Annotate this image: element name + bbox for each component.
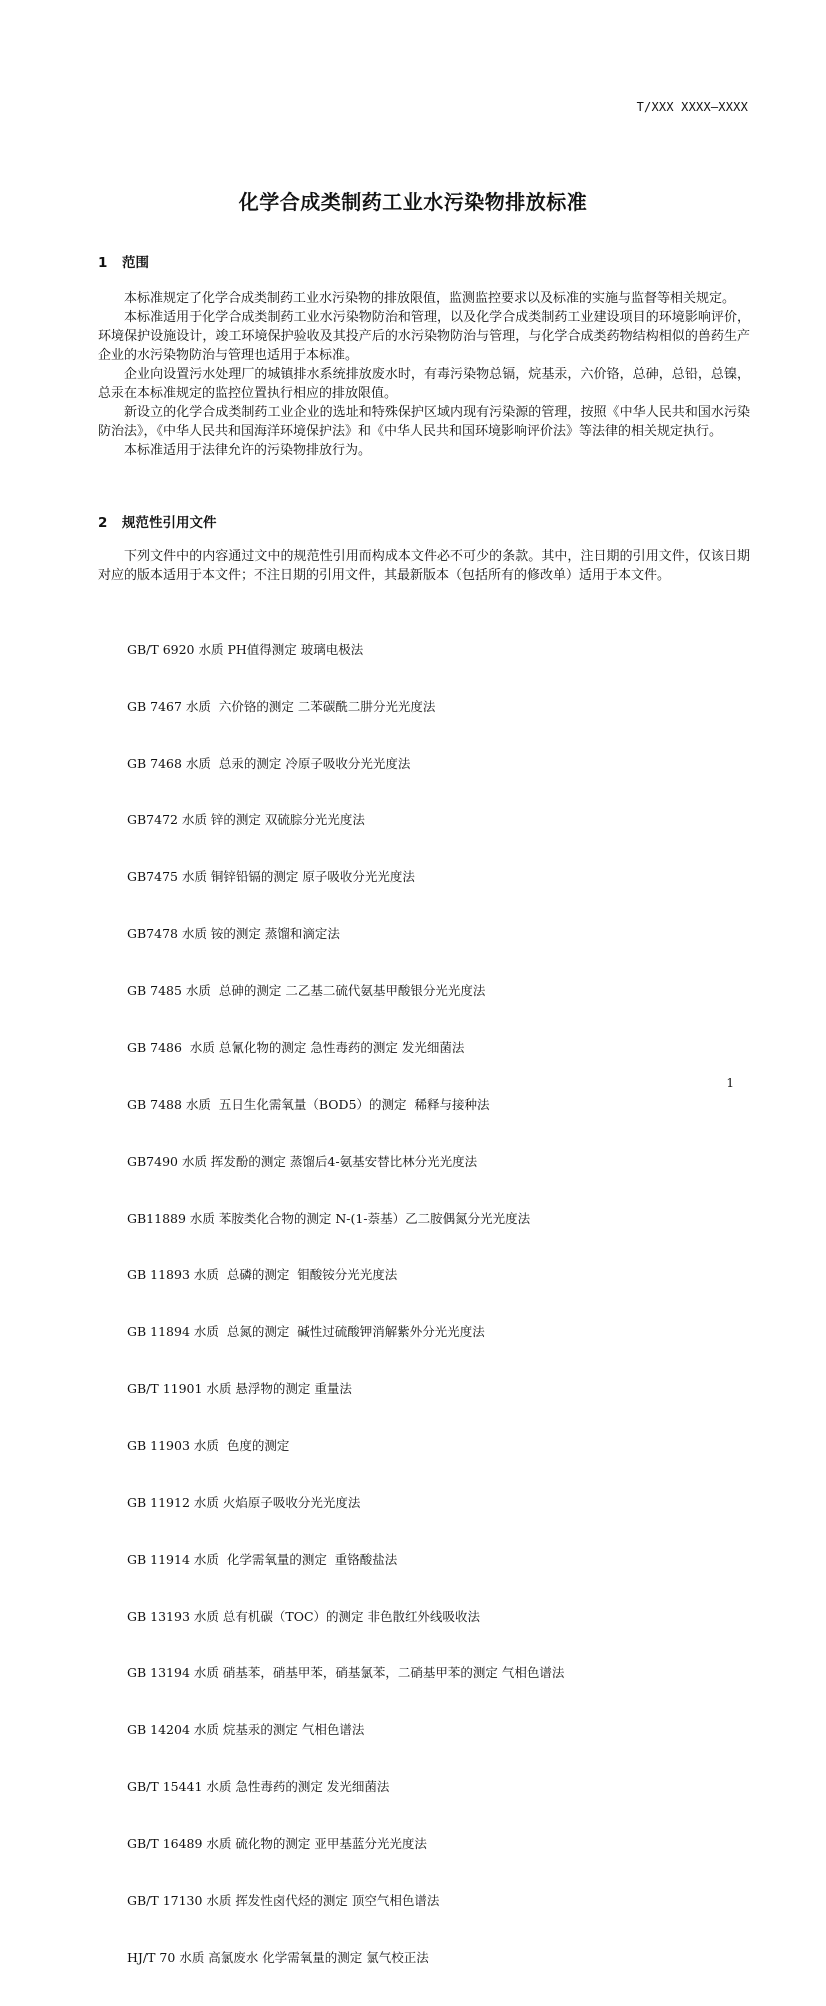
reference-item: GB 7488 水质 五日生化需氧量（BOD5）的测定 稀释与接种法 xyxy=(127,1096,490,1112)
paragraph: 下列文件中的内容通过文中的规范性引用而构成本文件必不可少的条款。其中，注日期的引用文件，仅该日期对应的版本适用于本文件；不注日期的引用文件，其最新版本（包括所有的修改单）适用于本文件。 xyxy=(98,549,750,583)
reference-item: GB11889 水质 苯胺类化合物的测定 N-(1-萘基）乙二胺偶氮分光光度法 xyxy=(127,1210,531,1226)
reference-item: GB7478 水质 铵的测定 蒸馏和滴定法 xyxy=(127,926,340,942)
section-heading-normative-references xyxy=(98,511,217,531)
reference-item: GB/T 17130 水质 挥发性卤代烃的测定 顶空气相色谱法 xyxy=(127,1892,440,1908)
paragraph: 新设立的化学合成类制药工业企业的选址和特殊保护区域内现有污染源的管理，按照《中华人民共和国水污染防治法》，《中华人民共和国海洋环境保护法》和《中华人民共和国环境影响评价法》等法律的相关规定执行。 xyxy=(98,405,750,439)
paragraph: 本标准规定了化学合成类制药工业水污染物的排放限值，监测监控要求以及标准的实施与监督等相关规定。 xyxy=(124,291,736,306)
reference-item: GB/T 16489 水质 硫化物的测定 亚甲基蓝分光光度法 xyxy=(127,1835,427,1851)
reference-item: GB7475 水质 铜锌铅镉的测定 原子吸收分光光度法 xyxy=(127,869,415,885)
section-heading-scope xyxy=(98,251,149,271)
section-number: 2 xyxy=(98,515,108,531)
paragraph: 本标准适用于法律允许的污染物排放行为。 xyxy=(124,443,372,458)
reference-item: GB/T 15441 水质 急性毒药的测定 发光细菌法 xyxy=(127,1779,390,1795)
reference-item: GB/T 11901 水质 悬浮物的测定 重量法 xyxy=(127,1381,352,1397)
reference-list xyxy=(127,603,564,2006)
section-title: 规范性引用文件 xyxy=(122,515,217,531)
references-intro xyxy=(98,547,750,585)
reference-item: GB 13194 水质 硝基苯，硝基甲苯，硝基氯苯，二硝基甲苯的测定 气相色谱法 xyxy=(127,1665,565,1681)
reference-item: GB 7468 水质 总汞的测定 冷原子吸收分光光度法 xyxy=(127,755,411,771)
scope-body xyxy=(98,289,750,460)
reference-item: GB 14204 水质 烷基汞的测定 气相色谱法 xyxy=(127,1722,365,1738)
reference-item: GB 7485 水质 总砷的测定 二乙基二硫代氨基甲酸银分光光度法 xyxy=(127,983,486,999)
reference-item: GB 11912 水质 火焰原子吸收分光光度法 xyxy=(127,1494,361,1510)
reference-item: GB/T 6920 水质 PH值得测定 玻璃电极法 xyxy=(127,641,364,657)
paragraph: 本标准适用于化学合成类制药工业水污染物防治和管理，以及化学合成类制药工业建设项目的环境影响评价，环境保护设施设计，竣工环境保护验收及其投产后的水污染物防治与管理，与化学合成类药物结构相似的兽药生产企业的水污染物防治与管理也适用于本标准。 xyxy=(98,310,750,363)
reference-item: GB 7467 水质 六价铬的测定 二苯碳酰二肼分光光度法 xyxy=(127,698,436,714)
document-title: 化学合成类制药工业水污染物排放标准 xyxy=(238,190,588,214)
reference-item: GB 11894 水质 总氮的测定 碱性过硫酸钾消解紫外分光光度法 xyxy=(127,1324,485,1340)
section-number: 1 xyxy=(98,255,108,271)
reference-item: GB7472 水质 锌的测定 双硫腙分光光度法 xyxy=(127,812,365,828)
section-title: 范围 xyxy=(122,255,149,271)
page-number: 1 xyxy=(726,1076,734,1090)
reference-item: HJ/T 70 水质 高氯废水 化学需氧量的测定 氯气校正法 xyxy=(127,1949,429,1965)
reference-item: GB 7486 水质 总氰化物的测定 急性毒药的测定 发光细菌法 xyxy=(127,1039,465,1055)
reference-item: GB 11893 水质 总磷的测定 钼酸铵分光光度法 xyxy=(127,1267,398,1283)
reference-item: GB7490 水质 挥发酚的测定 蒸馏后4-氨基安替比林分光光度法 xyxy=(127,1153,478,1169)
reference-item: GB 11903 水质 色度的测定 xyxy=(127,1437,290,1453)
reference-item: GB 11914 水质 化学需氧量的测定 重铬酸盐法 xyxy=(127,1551,398,1567)
paragraph: 企业向设置污水处理厂的城镇排水系统排放废水时，有毒污染物总镉，烷基汞，六价铬，总砷，总铅，总镍，总汞在本标准规定的监控位置执行相应的排放限值。 xyxy=(98,367,750,401)
standard-code: T/XXX XXXX—XXXX xyxy=(636,100,748,114)
reference-item: GB 13193 水质 总有机碳（TOC）的测定 非色散红外线吸收法 xyxy=(127,1608,480,1624)
